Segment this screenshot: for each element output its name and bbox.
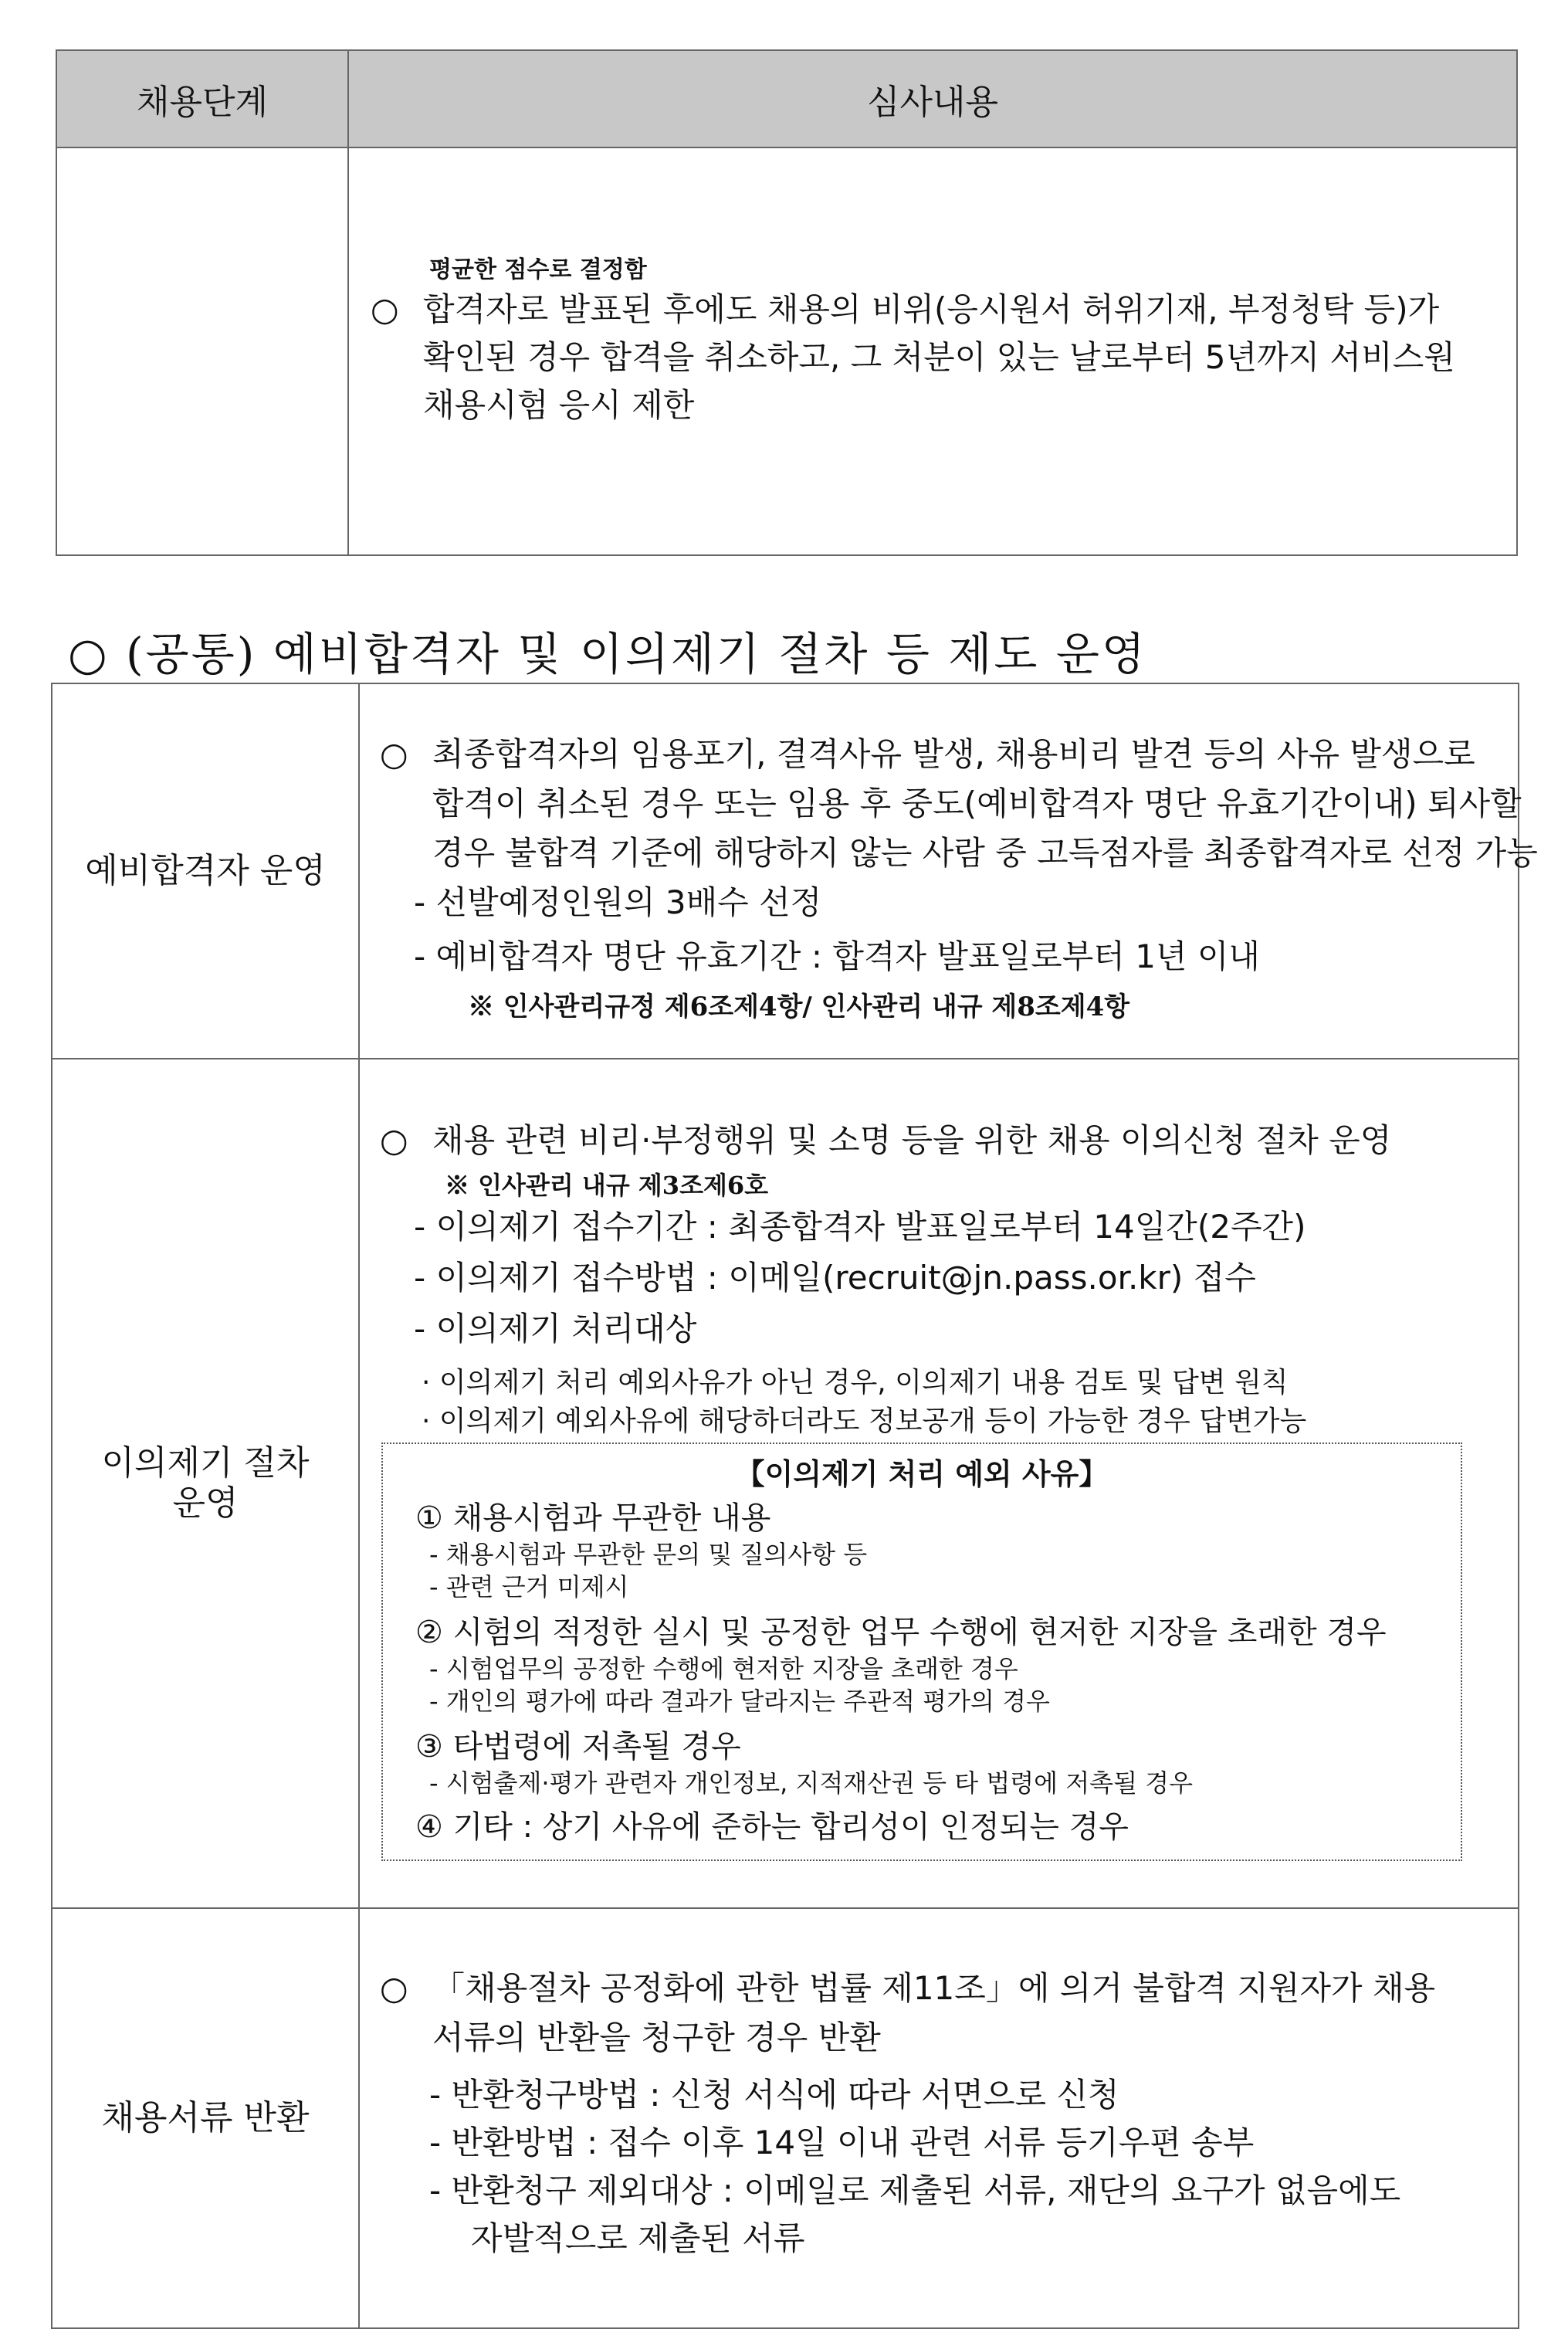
objection-period: - 이의제기 접수기간 : 최종합격자 발표일로부터 14일간(2주간)	[414, 1208, 1306, 1246]
reserve-line-1: 최종합격자의 임용포기, 결격사유 발생, 채용비리 발견 등의 사유 발생으로	[432, 735, 1475, 773]
exception-item-4: ④ 기타 : 상기 사유에 준하는 합리성이 인정되는 경우	[415, 1809, 1129, 1845]
label-reserve-applicant: 예비합격자 운영	[52, 683, 359, 1059]
exception-item-1b: - 관련 근거 미제시	[429, 1572, 629, 1602]
reserve-dash-1: - 선발예정인원의 3배수 선정	[414, 883, 822, 921]
objection-line-1: 채용 관련 비리·부정행위 및 소명 등을 위한 채용 이의신청 절차 운영	[432, 1121, 1392, 1159]
exception-item-2a: - 시험업무의 공정한 수행에 현저한 지장을 초래한 경우	[429, 1654, 1018, 1683]
reserve-applicant-content	[359, 683, 1538, 1059]
objection-target: - 이의제기 처리대상	[414, 1310, 697, 1348]
label-document-return: 채용서류 반환	[52, 1908, 359, 2328]
screening-table	[56, 49, 1518, 556]
cancel-pass-line-1: 합격자로 발표된 후에도 채용의 비위(응시원서 허위기재, 부정청탁 등)가	[423, 290, 1440, 328]
objection-method: - 이의제기 접수방법 : 이메일(recruit@jn.pass.or.kr) 접수	[414, 1259, 1256, 1297]
label-objection-procedure: 이의제기 절차 운영	[52, 1059, 359, 1908]
screening-content-cell	[348, 147, 1517, 555]
exception-item-2b: - 개인의 평가에 따라 결과가 달라지는 주관적 평가의 경우	[429, 1687, 1050, 1716]
return-exclusion-cont: 자발적으로 제출된 서류	[471, 2219, 805, 2257]
exception-reasons-box	[381, 1442, 1462, 1861]
reserve-line-3: 경우 불합격 기준에 해당하지 않는 사람 중 고득점자를 최종합격자로 선정 가능	[432, 834, 1538, 872]
exception-box-title: 【이의제기 처리 예외 사유】	[735, 1457, 1109, 1491]
cancel-pass-line-3: 채용시험 응시 제한	[423, 386, 695, 424]
procedure-table	[51, 683, 1538, 2329]
return-request-method: - 반환청구방법 : 신청 서식에 따라 서면으로 신청	[429, 2076, 1119, 2114]
reserve-dash-2: - 예비합격자 명단 유효기간 : 합격자 발표일로부터 1년 이내	[414, 937, 1260, 975]
exception-item-1: ① 채용시험과 무관한 내용	[415, 1500, 771, 1536]
exception-item-3a: - 시험출제·평가 관련자 개인정보, 지적재산권 등 타 법령에 저촉될 경우	[429, 1768, 1193, 1798]
fragment-text: 평균한 점수로 결정함	[429, 256, 647, 283]
header-screening-content: 심사내용	[348, 50, 1517, 147]
bullet-circle: ○	[380, 735, 408, 773]
return-method: - 반환방법 : 접수 이후 14일 이내 관련 서류 등기우편 송부	[429, 2124, 1255, 2161]
header-recruitment-stage: 채용단계	[56, 50, 348, 147]
return-exclusion: - 반환청구 제외대상 : 이메일로 제출된 서류, 재단의 요구가 없음에도	[429, 2171, 1401, 2209]
stage-cell	[56, 147, 348, 555]
reserve-line-2: 합격이 취소된 경우 또는 임용 후 중도(예비합격자 명단 유효기간이내) 퇴사할	[432, 785, 1522, 822]
exception-item-3: ③ 타법령에 저촉될 경우	[415, 1729, 741, 1765]
bullet-circle: ○	[380, 1969, 408, 2007]
bullet-circle: ○	[380, 1121, 408, 1159]
document-return-content	[359, 1908, 1519, 2328]
section-title: ○ (공통) 예비합격자 및 이의제기 절차 등 제도 운영	[68, 628, 1147, 680]
cancel-pass-line-2: 확인된 경우 합격을 취소하고, 그 처분이 있는 날로부터 5년까지 서비스원	[423, 338, 1455, 376]
objection-target-point-2: · 이의제기 예외사유에 해당하더라도 정보공개 등이 가능한 경우 답변가능	[422, 1405, 1307, 1437]
exception-item-1a: - 채용시험과 무관한 문의 및 질의사항 등	[429, 1540, 868, 1569]
return-line-1: 「채용절차 공정화에 관한 법률 제11조」에 의거 불합격 지원자가 채용	[432, 1969, 1436, 2007]
bullet-circle: ○	[371, 290, 399, 328]
objection-regulation-note: ※ 인사관리 내규 제3조제6호	[445, 1171, 769, 1200]
objection-target-point-1: · 이의제기 처리 예외사유가 아닌 경우, 이의제기 내용 검토 및 답변 원칙	[422, 1367, 1289, 1398]
exception-item-2: ② 시험의 적정한 실시 및 공정한 업무 수행에 현저한 지장을 초래한 경우	[415, 1615, 1387, 1650]
objection-procedure-content	[359, 1059, 1519, 1908]
reserve-regulation-note: ※ 인사관리규정 제6조제4항/ 인사관리 내규 제8조제4항	[468, 992, 1130, 1022]
return-line-2: 서류의 반환을 청구한 경우 반환	[432, 2019, 881, 2056]
